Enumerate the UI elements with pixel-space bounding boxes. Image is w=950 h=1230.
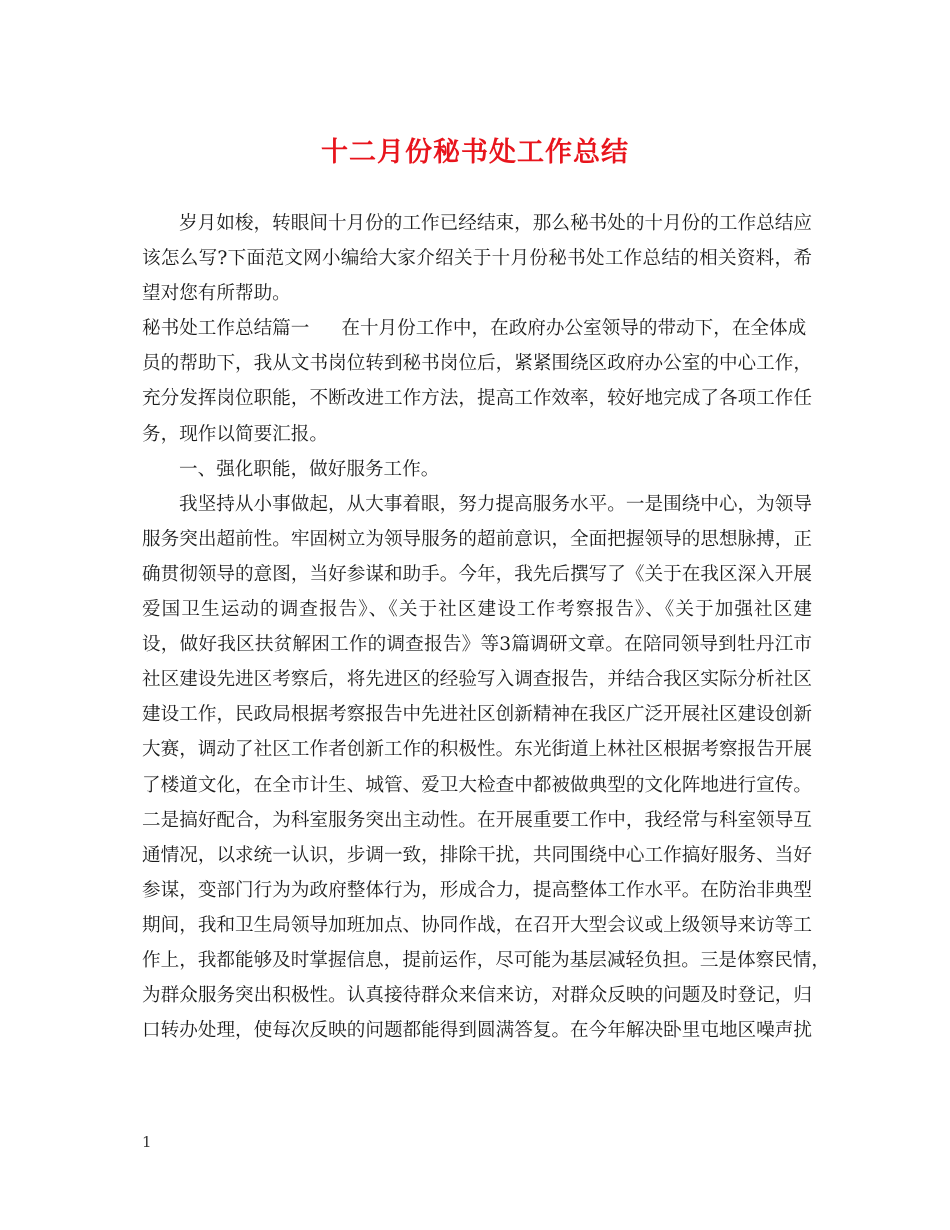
- text-run: 在十月份工作中，在政府办公室领导的带动下，在全体成: [341, 318, 807, 340]
- text-line: 充分发挥岗位职能，不断改进工作方法，提高工作效率，较好地完成了各项工作任: [142, 388, 812, 410]
- text-line: 服务突出超前性。牢固树立为领导服务的超前意识，全面把握领导的思想脉搏，正: [142, 528, 812, 550]
- text-line: 我坚持从小事做起，从大事着眼，努力提高服务水平。一是围绕中心，为领导: [179, 493, 812, 515]
- text-line: 员的帮助下，我从文书岗位转到秘书岗位后，紧紧围绕区政府办公室的中心工作，: [142, 353, 812, 375]
- text-line: 参谋，变部门行为为政府整体行为，形成合力，提高整体工作水平。在防治非典型: [142, 879, 812, 901]
- text-line: 作上，我都能够及时掌握信息，提前运作，尽可能为基层减轻负担。三是体察民情，: [142, 949, 830, 971]
- document-body: [142, 206, 830, 1048]
- text-line: 设，做好我区扶贫解困工作的调查报告》等3篇调研文章。在陪同领导到牡丹江市: [142, 634, 812, 656]
- text-line: 建设工作，民政局根据考察报告中先进社区创新精神在我区广泛开展社区建设创新: [142, 704, 812, 726]
- page-number: 1: [142, 1133, 152, 1151]
- text-line: 口转办处理，使每次反映的问题都能得到圆满答复。在今年解决卧里屯地区噪声扰: [142, 1020, 812, 1042]
- text-line: 确贯彻领导的意图，当好参谋和助手。今年，我先后撰写了《关于在我区深入开展: [142, 563, 812, 585]
- text-line: 望对您有所帮助。: [142, 283, 291, 305]
- text-line: 该怎么写?下面范文网小编给大家介绍关于十月份秘书处工作总结的相关资料，希: [142, 248, 812, 270]
- document-title: 十二月份秘书处工作总结: [321, 137, 629, 168]
- text-line: 一、强化职能，做好服务工作。: [179, 458, 440, 480]
- text-line: 爱国卫生运动的调查报告》、《关于社区建设工作考察报告》、《关于加强社区建: [142, 599, 812, 621]
- text-line: 社区建设先进区考察后，将先进区的经验写入调查报告，并结合我区实际分析社区: [142, 669, 812, 691]
- section-heading: 秘书处工作总结篇一: [142, 318, 310, 340]
- text-line: 二是搞好配合，为科室服务突出主动性。在开展重要工作中，我经常与科室领导互: [142, 809, 812, 831]
- text-line: 岁月如梭，转眼间十月份的工作已经结束，那么秘书处的十月份的工作总结应: [179, 213, 812, 234]
- text-line: 期间，我和卫生局领导加班加点、协同作战，在召开大型会议或上级领导来访等工: [142, 914, 812, 936]
- text-line: 为群众服务突出积极性。认真接待群众来信来访，对群众反映的问题及时登记，归: [142, 985, 812, 1007]
- text-line: 通情况，以求统一认识，步调一致，排除干扰，共同围绕中心工作搞好服务、当好: [142, 844, 812, 866]
- text-line: [142, 311, 812, 346]
- text-line: 务，现作以简要汇报。: [142, 423, 328, 445]
- text-line: 大赛，调动了社区工作者创新工作的积极性。东光街道上林社区根据考察报告开展: [142, 739, 812, 761]
- text-line: 了楼道文化，在全市计生、城管、爱卫大检查中都被做典型的文化阵地进行宣传。: [142, 774, 812, 796]
